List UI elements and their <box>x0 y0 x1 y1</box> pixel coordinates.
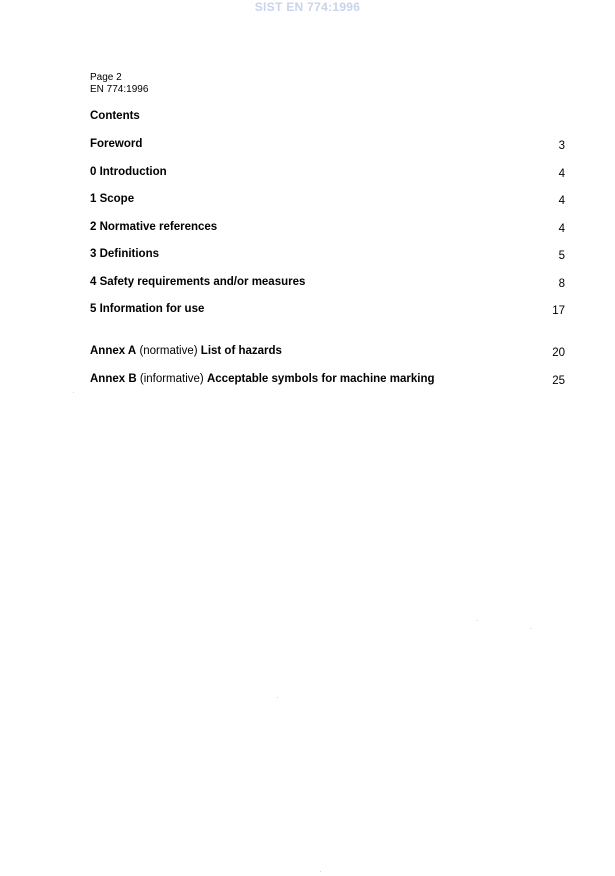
annex-type: (informative) <box>139 373 204 385</box>
annex-title: List of hazards <box>200 345 282 357</box>
toc-entry-label: 1 Scope <box>90 193 135 205</box>
toc-entry-introduction[interactable] <box>90 166 565 182</box>
toc-entry-page: 4 <box>558 223 565 235</box>
page-header <box>90 72 148 96</box>
scan-speck <box>320 871 321 872</box>
toc-entry-annex-b[interactable] <box>90 373 565 389</box>
annex-title: Acceptable symbols for machine marking <box>206 373 435 385</box>
page-number: Page 2 <box>90 72 122 83</box>
toc-entry-label <box>90 373 435 385</box>
toc-entry-page: 4 <box>558 168 565 180</box>
scan-speck <box>73 392 74 393</box>
toc-entry-label: 5 Information for use <box>90 303 205 315</box>
annex-id: Annex B <box>90 373 137 385</box>
toc-entry-page: 4 <box>558 195 565 207</box>
toc-entry-label <box>90 345 282 357</box>
toc-entry-label: 3 Definitions <box>90 248 160 260</box>
toc-entry-page: 3 <box>558 140 565 152</box>
contents-heading: Contents <box>90 110 140 122</box>
toc-entry-page: 5 <box>558 250 565 262</box>
standard-reference: EN 774:1996 <box>90 84 149 95</box>
toc-entry-page: 17 <box>552 305 565 317</box>
toc-entry-label: Foreword <box>90 138 143 150</box>
watermark: SIST EN 774:1996 <box>254 0 361 14</box>
toc-entry-page: 25 <box>552 375 565 387</box>
annex-type: (normative) <box>139 345 198 357</box>
toc-entry-label: 2 Normative references <box>90 221 218 233</box>
toc-entry-page: 20 <box>552 347 565 359</box>
scan-speck <box>277 697 278 698</box>
toc-entry-scope[interactable] <box>90 193 565 209</box>
toc-entry-label: 4 Safety requirements and/or measures <box>90 276 306 288</box>
annex-id: Annex A <box>90 345 137 357</box>
scan-speck <box>530 628 531 629</box>
toc-entry-label: 0 Introduction <box>90 166 167 178</box>
toc-entry-annex-a[interactable] <box>90 345 565 361</box>
toc-entry-normative-references[interactable] <box>90 221 565 237</box>
toc-entry-foreword[interactable] <box>90 138 565 154</box>
toc-entry-safety-requirements[interactable] <box>90 276 565 292</box>
toc-entry-information-for-use[interactable] <box>90 303 565 319</box>
scan-speck <box>477 620 478 621</box>
toc-entry-page: 8 <box>558 278 565 290</box>
toc-entry-definitions[interactable] <box>90 248 565 264</box>
